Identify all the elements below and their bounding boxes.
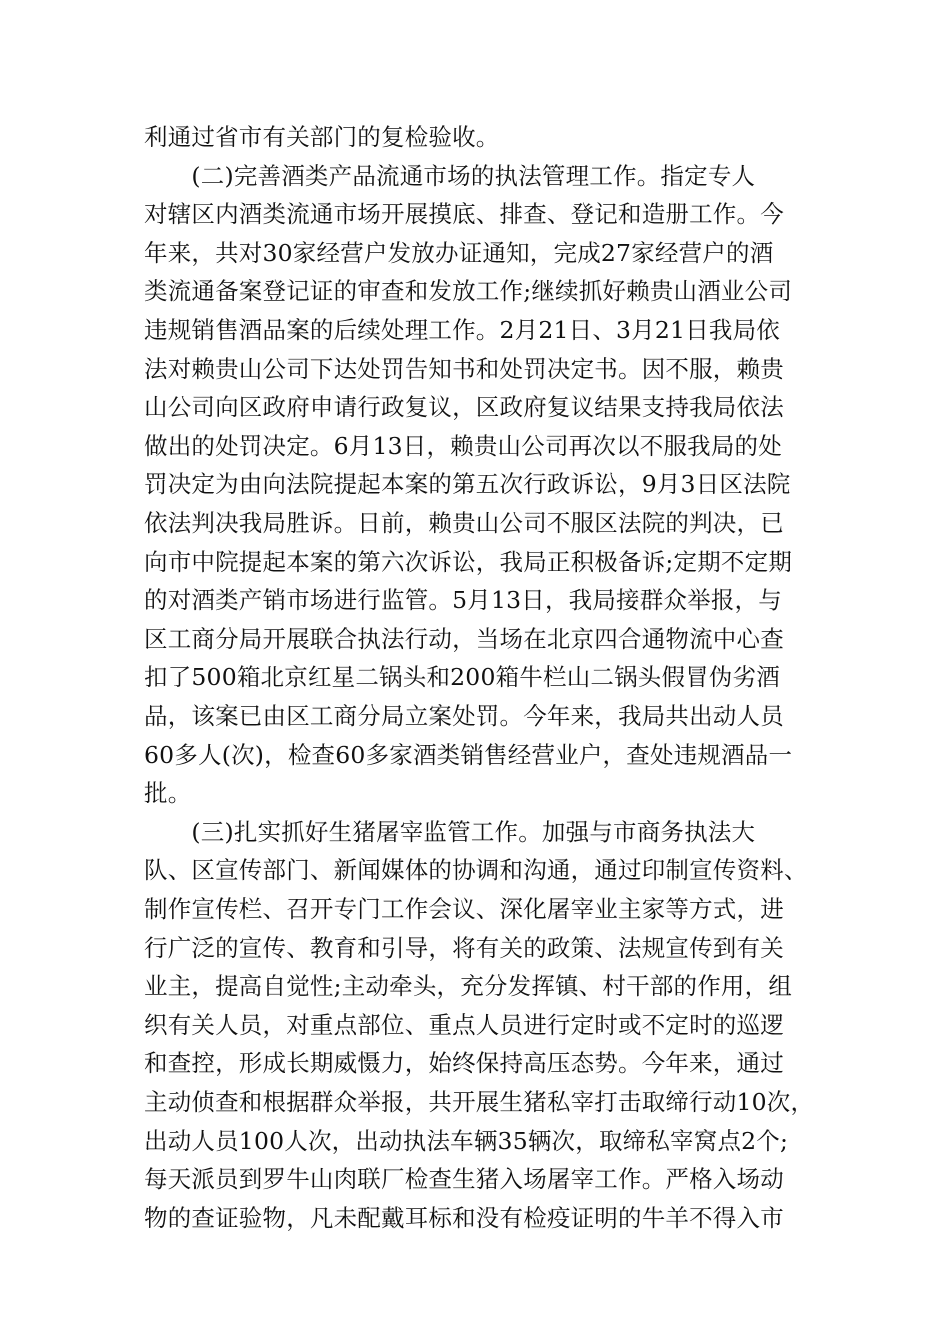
text-line: 年来，共对30家经营户发放办证通知，完成27家经营户的酒 xyxy=(144,238,774,267)
text-line: 违规销售酒品案的后续处理工作。2月21日、3月21日我局依 xyxy=(144,316,781,344)
text-line: 织有关人员，对重点部位、重点人员进行定时或不定时的巡逻 xyxy=(144,1010,784,1039)
text-line: 制作宣传栏、召开专门工作会议、深化屠宰业主家等方式，进 xyxy=(144,895,784,923)
text-line: 法对赖贵山公司下达处罚告知书和处罚决定书。因不服，赖贵 xyxy=(144,354,784,383)
text-line: 主动侦查和根据群众举报，共开展生猪私宰打击取缔行动10次， xyxy=(144,1088,815,1116)
text-line: 做出的处罚决定。6月13日，赖贵山公司再次以不服我局的处 xyxy=(144,431,782,460)
text-line: (三)扎实抓好生猪屠宰监管工作。加强与市商务执法大 xyxy=(144,817,756,846)
text-line: 依法判决我局胜诉。日前，赖贵山公司不服区法院的判决，已 xyxy=(144,509,784,537)
text-line: 区工商分局开展联合执法行动，当场在北京四合通物流中心查 xyxy=(144,624,784,653)
text-line: 每天派员到罗牛山肉联厂检查生猪入场屠宰工作。严格入场动 xyxy=(144,1165,784,1194)
text-line: 向市中院提起本案的第六次诉讼，我局正积极备诉;定期不定期 xyxy=(144,547,793,576)
text-line: 物的查证验物，凡未配戴耳标和没有检疫证明的牛羊不得入市 xyxy=(144,1203,784,1232)
text-line: (二)完善酒类产品流通市场的执法管理工作。指定专人 xyxy=(144,161,756,190)
text-line: 批。 xyxy=(144,779,192,808)
text-line: 对辖区内酒类流通市场开展摸底、排查、登记和造册工作。今 xyxy=(144,200,784,229)
text-line: 业主，提高自觉性;主动牵头，充分发挥镇、村干部的作用，组 xyxy=(144,972,793,1001)
text-line: 60多人(次)，检查60多家酒类销售经营业户，查处违规酒品一 xyxy=(144,740,793,769)
text-line: 类流通备案登记证的审查和发放工作;继续抓好赖贵山酒业公司 xyxy=(144,277,793,306)
text-line: 品，该案已由区工商分局立案处罚。今年来，我局共出动人员 xyxy=(144,702,784,730)
text-line: 行广泛的宣传、教育和引导，将有关的政策、法规宣传到有关 xyxy=(144,933,784,962)
text-line: 的对酒类产销市场进行监管。5月13日，我局接群众举报，与 xyxy=(144,586,782,615)
text-line: 队、区宣传部门、新闻媒体的协调和沟通，通过印制宣传资料、 xyxy=(144,856,808,885)
text-line: 扣了500箱北京红星二锅头和200箱牛栏山二锅头假冒伪劣酒 xyxy=(144,663,781,692)
text-line: 出动人员100人次，出动执法车辆35辆次，取缔私宰窝点2个; xyxy=(144,1126,789,1155)
text-line: 和查控，形成长期威慑力，始终保持高压态势。今年来，通过 xyxy=(144,1049,784,1078)
text-line: 山公司向区政府申请行政复议，区政府复议结果支持我局依法 xyxy=(144,393,784,422)
text-line: 利通过省市有关部门的复检验收。 xyxy=(144,123,500,151)
text-line: 罚决定为由向法院提起本案的第五次行政诉讼，9月3日区法院 xyxy=(144,470,791,499)
